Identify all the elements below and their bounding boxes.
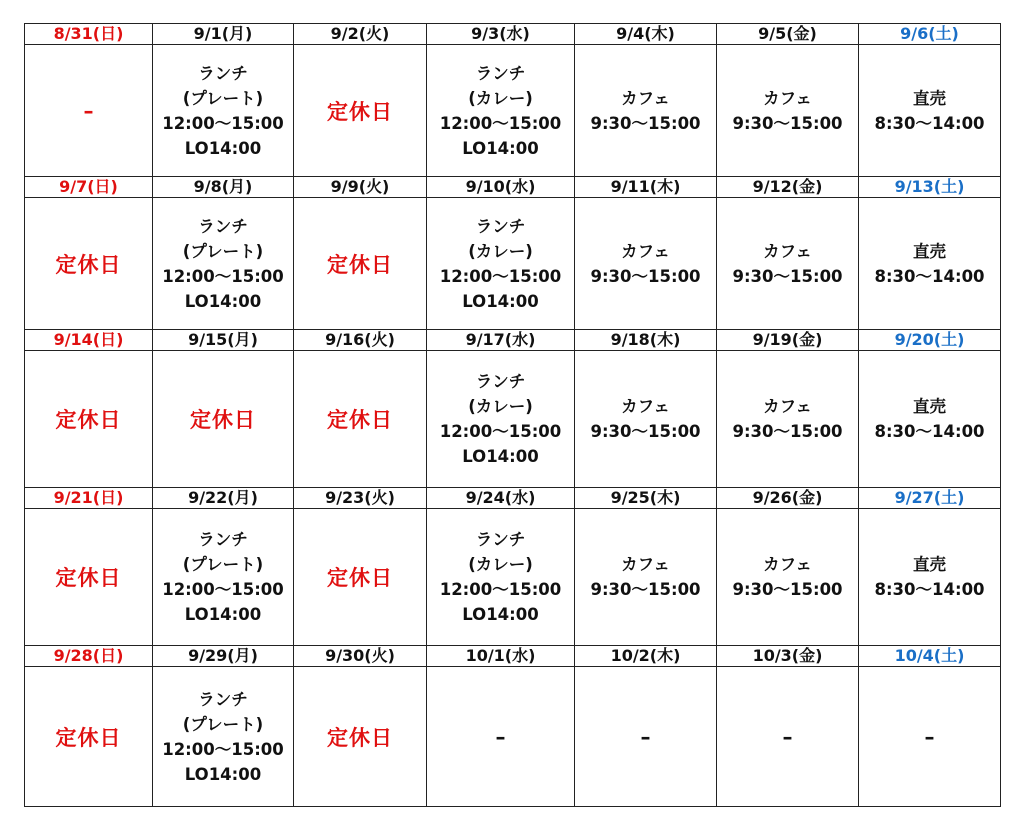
no-schedule-dash: – <box>83 98 94 123</box>
date-header-cell: 9/10(水) <box>427 177 575 198</box>
service-detail: (カレー) <box>468 555 533 574</box>
week-header-row <box>25 330 1001 351</box>
service-name: カフェ <box>621 88 670 108</box>
schedule-cell <box>25 509 153 646</box>
schedule-cell <box>575 45 717 177</box>
schedule-cell <box>575 351 717 488</box>
schedule-cell <box>153 667 294 807</box>
service-name: 直売 <box>913 397 946 416</box>
no-schedule-dash: – <box>640 724 651 749</box>
schedule-cell <box>427 509 575 646</box>
service-detail: 12:00〜15:00 <box>162 113 284 133</box>
date-header-cell: 10/4(土) <box>859 646 1001 667</box>
schedule-cell <box>859 509 1001 646</box>
service-detail: LO14:00 <box>462 447 539 466</box>
service-detail: LO14:00 <box>184 138 262 158</box>
service-detail: 8:30〜14:00 <box>874 113 985 133</box>
service-detail: (プレート) <box>182 88 264 108</box>
date-header-cell: 9/8(月) <box>153 177 294 198</box>
service-name: カフェ <box>621 555 670 574</box>
service-hours <box>717 239 858 289</box>
service-detail: 12:00〜15:00 <box>439 266 562 286</box>
service-name: カフェ <box>763 555 812 574</box>
schedule-cell <box>427 45 575 177</box>
service-detail: LO14:00 <box>184 764 262 784</box>
business-calendar <box>24 23 1001 807</box>
date-header-cell: 9/25(木) <box>575 488 717 509</box>
week-header-row <box>25 24 1001 45</box>
service-detail: 12:00〜15:00 <box>162 580 284 599</box>
date-header-cell: 9/1(月) <box>153 24 294 45</box>
schedule-cell <box>25 198 153 330</box>
date-header-cell: 9/13(土) <box>859 177 1001 198</box>
schedule-cell <box>717 509 859 646</box>
schedule-cell <box>294 45 427 177</box>
date-header-cell: 9/4(木) <box>575 24 717 45</box>
date-header-cell: 9/19(金) <box>717 330 859 351</box>
service-hours <box>717 394 858 444</box>
date-header-cell: 9/17(水) <box>427 330 575 351</box>
date-header-cell: 9/16(火) <box>294 330 427 351</box>
date-header-cell: 9/6(土) <box>859 24 1001 45</box>
date-header-cell: 9/3(水) <box>427 24 575 45</box>
service-detail: (カレー) <box>468 88 533 108</box>
service-detail: 9:30〜15:00 <box>590 422 701 441</box>
service-detail: 12:00〜15:00 <box>439 113 562 133</box>
service-detail: 12:00〜15:00 <box>162 739 284 759</box>
schedule-cell <box>717 667 859 807</box>
service-hours <box>153 214 293 314</box>
service-name: ランチ <box>198 63 248 83</box>
closed-day-label: 定休日 <box>327 408 393 432</box>
date-header-cell: 10/1(水) <box>427 646 575 667</box>
schedule-cell <box>859 667 1001 807</box>
service-name: ランチ <box>475 530 526 549</box>
no-schedule-dash: – <box>782 724 793 749</box>
service-detail: 8:30〜14:00 <box>874 580 985 599</box>
service-detail: (カレー) <box>468 241 533 261</box>
service-detail: (プレート) <box>182 241 264 261</box>
date-header-cell: 9/24(水) <box>427 488 575 509</box>
service-name: 直売 <box>913 88 946 108</box>
date-header-cell: 9/11(木) <box>575 177 717 198</box>
service-detail: LO14:00 <box>462 605 539 624</box>
service-detail: 9:30〜15:00 <box>732 422 843 441</box>
service-detail: 9:30〜15:00 <box>590 266 701 286</box>
service-name: 直売 <box>913 241 946 261</box>
closed-day-label: 定休日 <box>55 252 122 277</box>
no-schedule-dash: – <box>495 724 506 749</box>
service-detail: (カレー) <box>468 397 533 416</box>
date-header-cell: 9/28(日) <box>25 646 153 667</box>
service-hours <box>427 369 574 469</box>
schedule-cell <box>859 45 1001 177</box>
service-name: カフェ <box>763 88 812 108</box>
service-name: ランチ <box>198 216 248 236</box>
service-hours <box>427 527 574 627</box>
service-hours <box>859 552 1000 602</box>
service-hours <box>859 394 1000 444</box>
service-detail: 12:00〜15:00 <box>162 266 284 286</box>
service-hours <box>427 214 574 314</box>
schedule-cell <box>575 198 717 330</box>
date-header-cell: 9/30(火) <box>294 646 427 667</box>
closed-day-label: 定休日 <box>327 566 393 590</box>
week-schedule-row <box>25 509 1001 646</box>
service-detail: 8:30〜14:00 <box>874 422 985 441</box>
date-header-cell: 9/7(日) <box>25 177 153 198</box>
service-hours <box>859 86 1000 136</box>
service-hours <box>153 527 293 627</box>
no-schedule-dash: – <box>924 724 935 749</box>
service-hours <box>427 61 574 161</box>
service-detail: 9:30〜15:00 <box>732 113 843 133</box>
closed-day-label: 定休日 <box>327 99 393 124</box>
schedule-cell <box>153 198 294 330</box>
service-name: カフェ <box>763 397 812 416</box>
date-header-cell: 9/22(月) <box>153 488 294 509</box>
schedule-cell <box>427 351 575 488</box>
schedule-cell <box>153 509 294 646</box>
schedule-cell <box>294 198 427 330</box>
service-hours <box>717 86 858 136</box>
schedule-cell <box>294 509 427 646</box>
schedule-cell <box>294 351 427 488</box>
service-detail: LO14:00 <box>462 291 539 311</box>
date-header-cell: 9/14(日) <box>25 330 153 351</box>
schedule-cell <box>427 198 575 330</box>
closed-day-label: 定休日 <box>327 252 393 277</box>
service-name: ランチ <box>475 216 526 236</box>
date-header-cell: 9/21(日) <box>25 488 153 509</box>
schedule-cell <box>153 45 294 177</box>
date-header-cell: 9/20(土) <box>859 330 1001 351</box>
week-schedule-row <box>25 667 1001 807</box>
date-header-cell: 9/29(月) <box>153 646 294 667</box>
service-detail: 12:00〜15:00 <box>439 580 562 599</box>
schedule-cell <box>294 667 427 807</box>
service-hours <box>153 61 293 161</box>
date-header-cell: 9/23(火) <box>294 488 427 509</box>
date-header-cell: 9/26(金) <box>717 488 859 509</box>
service-hours <box>153 687 293 787</box>
service-name: ランチ <box>198 689 248 709</box>
schedule-cell <box>717 45 859 177</box>
schedule-cell <box>153 351 294 488</box>
closed-day-label: 定休日 <box>190 408 256 432</box>
schedule-cell <box>575 509 717 646</box>
closed-day-label: 定休日 <box>55 408 122 432</box>
service-name: カフェ <box>763 241 812 261</box>
schedule-cell <box>25 667 153 807</box>
service-detail: (プレート) <box>182 714 264 734</box>
service-detail: 9:30〜15:00 <box>590 580 701 599</box>
week-schedule-row <box>25 45 1001 177</box>
service-detail: 12:00〜15:00 <box>439 422 562 441</box>
date-header-cell: 9/18(木) <box>575 330 717 351</box>
service-name: カフェ <box>621 241 670 261</box>
schedule-cell <box>859 198 1001 330</box>
service-detail: LO14:00 <box>462 138 539 158</box>
service-detail: 9:30〜15:00 <box>732 580 843 599</box>
week-schedule-row <box>25 198 1001 330</box>
service-name: ランチ <box>198 530 248 549</box>
schedule-cell <box>25 45 153 177</box>
service-name: 直売 <box>913 555 946 574</box>
date-header-cell: 9/12(金) <box>717 177 859 198</box>
week-schedule-row <box>25 351 1001 488</box>
date-header-cell: 9/2(火) <box>294 24 427 45</box>
service-detail: LO14:00 <box>184 605 262 624</box>
service-hours <box>717 552 858 602</box>
week-header-row <box>25 177 1001 198</box>
service-hours <box>575 552 716 602</box>
service-detail: 9:30〜15:00 <box>590 113 701 133</box>
service-detail: 9:30〜15:00 <box>732 266 843 286</box>
service-name: ランチ <box>475 372 526 391</box>
service-hours <box>575 239 716 289</box>
service-detail: 8:30〜14:00 <box>874 266 985 286</box>
week-header-row <box>25 646 1001 667</box>
week-header-row <box>25 488 1001 509</box>
schedule-cell <box>717 198 859 330</box>
closed-day-label: 定休日 <box>55 566 122 590</box>
service-hours <box>859 239 1000 289</box>
service-hours <box>575 86 716 136</box>
schedule-cell <box>25 351 153 488</box>
service-name: ランチ <box>475 63 526 83</box>
service-hours <box>575 394 716 444</box>
schedule-cell <box>859 351 1001 488</box>
date-header-cell: 9/9(火) <box>294 177 427 198</box>
schedule-cell <box>575 667 717 807</box>
date-header-cell: 9/5(金) <box>717 24 859 45</box>
schedule-cell <box>717 351 859 488</box>
service-name: カフェ <box>621 397 670 416</box>
date-header-cell: 9/15(月) <box>153 330 294 351</box>
service-detail: LO14:00 <box>184 291 262 311</box>
closed-day-label: 定休日 <box>327 725 393 750</box>
date-header-cell: 8/31(日) <box>25 24 153 45</box>
date-header-cell: 10/3(金) <box>717 646 859 667</box>
service-detail: (プレート) <box>182 555 264 574</box>
schedule-cell <box>427 667 575 807</box>
date-header-cell: 10/2(木) <box>575 646 717 667</box>
date-header-cell: 9/27(土) <box>859 488 1001 509</box>
closed-day-label: 定休日 <box>55 725 122 750</box>
